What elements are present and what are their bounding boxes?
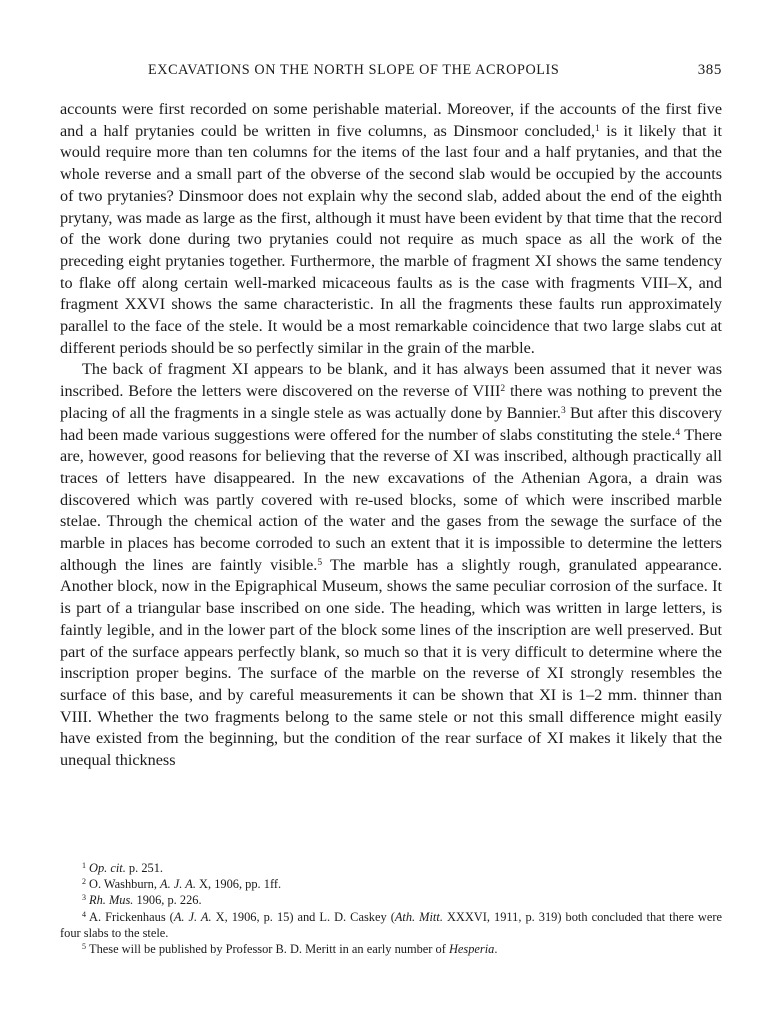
footnote-number: 4 xyxy=(82,909,86,919)
footnote-number: 3 xyxy=(82,893,86,903)
footnote-number: 2 xyxy=(82,877,86,887)
paragraph-text: there was nothing to prevent the placing of all the fragments in a single stele as was actually done by Bannier. xyxy=(60,382,722,422)
page-number: 385 xyxy=(697,62,722,78)
paragraph-text: accounts were first recorded on some perishable material. Moreover, if the accounts of the first five and a half prytanies could be written in five columns, as Dinsmoor concluded, xyxy=(60,100,722,140)
footnote xyxy=(60,876,722,892)
running-title: EXCAVATIONS ON THE NORTH SLOPE OF THE ACROPOLIS xyxy=(148,62,560,78)
footnote xyxy=(60,941,722,957)
body-text xyxy=(60,99,722,772)
footnote-number: 5 xyxy=(82,942,86,952)
footnote xyxy=(60,860,722,876)
footnote-text: XXXVI, 1911, p. 319) both concluded that there were four slabs to the stele. xyxy=(60,909,723,940)
running-header xyxy=(60,62,722,84)
footnote xyxy=(60,892,722,908)
footnote-text: 1906, p. 226. xyxy=(133,893,202,908)
footnote-text: . xyxy=(494,942,498,957)
footnote-ref: 2 xyxy=(500,384,506,395)
footnotes xyxy=(60,860,722,957)
paragraph-text: is it likely that it would require more than ten columns for the items of the last four and a half prytanies, and that the whole reverse and a small part of the obverse of the second slab would be occupied by the accounts of two prytanies? Dinsmoor does not explain why the second slab, added about the end of the eighth prytany, was made as large as the first, although it must have been evident by that time that the record of the work done during two prytanies could not require as much space as all the work of the preceding eight prytanies together. Furthermore, the marble of fragment XI shows the same tendency to flake off along certain well-marked micaceous faults as is the case with fragments VIII–X, and fragment XXVI shows the same characteristic. In all the fragments these faults run approximately parallel to the face of the stele. It would be a most remarkable coincidence that two large slabs cut at different periods should be so perfectly similar in the grain of the marble. xyxy=(60,121,722,357)
footnote-italic: Op. cit. xyxy=(89,861,126,875)
footnote-ref: 1 xyxy=(595,123,600,134)
footnote-ref: 3 xyxy=(560,405,566,416)
footnote-number: 1 xyxy=(82,861,86,870)
footnote-italic: Ath. Mitt. xyxy=(394,909,443,924)
footnote xyxy=(60,909,722,941)
paragraph-text: The marble has a slightly rough, granulated appearance. Another block, now in the Epigraphical Museum, shows the same peculiar corrosion of the surface. It is part of a triangular base inscribed on one side. The heading, which was written in large letters, is faintly legible, and in the lower part of the block some lines of the inscription are well preserved. But part of the surface appears perfectly blank, so much so that it is very difficult to determine where the inscription proper begins. The surface of the marble on the reverse of XI strongly resembles the surface of this base, and by careful measurements it can be shown that XI is 1–2 mm. thinner than VIII. Whether the two fragments belong to the same stele or not this small difference might easily have existed from the beginning, but the condition of the rear surface of XI makes it likely that the unequal thickness xyxy=(60,555,722,770)
footnote-text: A. Frickenhaus ( xyxy=(89,909,174,924)
footnote-italic: A. J. A. xyxy=(173,909,212,924)
footnote-text: O. Washburn, xyxy=(89,877,161,892)
footnote-text: p. 251. xyxy=(125,861,163,875)
footnote-italic: A. J. A. xyxy=(160,877,196,892)
footnote-text: X, 1906, pp. 1ff. xyxy=(195,877,282,892)
paragraph-text: The back of fragment XI appears to be blank, and it has always been assumed that it never was inscribed. Before the letters were discovered on the reverse of VIII xyxy=(60,360,722,401)
footnote-italic: Rh. Mus. xyxy=(89,893,134,908)
footnote-italic: Hesperia xyxy=(448,942,495,957)
footnote-text: X, 1906, p. 15) and L. D. Caskey ( xyxy=(211,909,395,924)
footnote-ref: 4 xyxy=(675,427,681,438)
footnote-ref: 5 xyxy=(317,557,323,568)
footnote-text: These will be published by Professor B. D. Meritt in an early number of xyxy=(89,942,449,957)
paragraph xyxy=(60,99,722,359)
paragraph-text: But after this discovery had been made various suggestions were offered for the number of slabs constituting the stele. xyxy=(60,403,722,444)
paragraph-text: There are, however, good reasons for believing that the reverse of XI was inscribed, although practically all traces of letters have disappeared. In the new excavations of the Athenian Agora, a drain was discovered which was partly covered with re-used blocks, some of which were inscribed marble stelae. Through the chemical action of the water and the gases from the sewage the surface of the marble in places has become corroded to such an extent that it is impossible to determine the letters although the lines are faintly visible. xyxy=(60,425,722,574)
paragraph xyxy=(60,359,722,771)
